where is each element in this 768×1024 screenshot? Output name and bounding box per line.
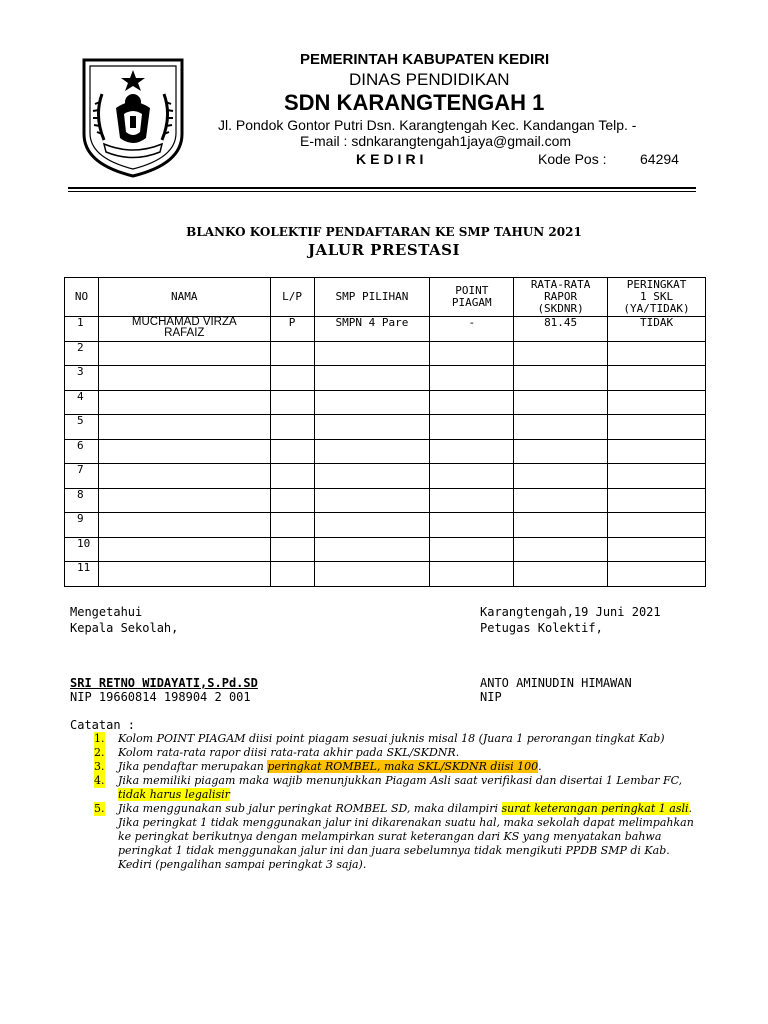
table-row: [65, 562, 706, 587]
note-item: 2. Kolom rata-rata rapor diisi rata-rata akhir pada SKL/SKDNR.: [94, 746, 460, 759]
cell-lp: P: [270, 317, 314, 342]
cell-peringkat: TIDAK: [608, 317, 706, 342]
table-cell: [314, 562, 430, 587]
cell-no: 7: [65, 464, 99, 489]
acknowledged-label: Mengetahui: [70, 605, 143, 619]
school-name: SDN KARANGTENGAH 1: [284, 90, 545, 115]
table-cell: [98, 464, 270, 489]
cell-no: 5: [65, 415, 99, 440]
principal-name: SRI RETNO WIDAYATI,S.Pd.SD: [70, 676, 258, 690]
header-rule-thick: [68, 187, 696, 189]
table-header-row: [65, 278, 706, 317]
table-cell: [270, 439, 314, 464]
officer-title: Petugas Kolektif,: [480, 621, 603, 635]
table-cell: [98, 366, 270, 391]
note-item: 5. Jika menggunakan sub jalur peringkat ROMBEL SD, maka dilampiri surat keterangan peringkat 1 asli. Jika peringkat 1 tidak menggunakan jalur ini dikarenakan suatu hal, maka sekolah dapat melimpahkan ke peringkat berikutnya dengan melampirkan surat keterangan dari KS yang menyatakan bahwa peringkat 1 tidak menggunakan jalur ini dan juara sebelumnya tidak mengikuti PPDB SMP di Kab. Kediri (pengalihan sampai peringkat 3 saja).: [94, 802, 694, 871]
table-cell: [314, 366, 430, 391]
table-cell: [514, 439, 608, 464]
table-cell: [98, 439, 270, 464]
table-cell: [430, 390, 514, 415]
table-cell: [270, 366, 314, 391]
table-row: [65, 366, 706, 391]
table-cell: [608, 513, 706, 538]
notes-list: [94, 732, 700, 872]
table-cell: [514, 390, 608, 415]
table-cell: [270, 341, 314, 366]
table-cell: [608, 366, 706, 391]
city: KEDIRI: [356, 151, 428, 167]
table-cell: [514, 562, 608, 587]
officer-nip: NIP: [480, 690, 502, 704]
cell-no: 11: [65, 562, 99, 587]
table-cell: [608, 390, 706, 415]
table-cell: [314, 513, 430, 538]
school-address: Jl. Pondok Gontor Putri Dsn. Karangtengah Kec. Kandangan Telp. -: [218, 117, 637, 133]
place-date: Karangtengah,19 Juni 2021: [480, 605, 661, 619]
cell-no: 2: [65, 341, 99, 366]
table-cell: [514, 415, 608, 440]
table-row: [65, 317, 706, 342]
table-cell: [270, 488, 314, 513]
table-cell: [314, 537, 430, 562]
table-row: [65, 439, 706, 464]
table-row: [65, 415, 706, 440]
table-cell: [314, 439, 430, 464]
postal-code: 64294: [640, 151, 679, 167]
form-subtitle: JALUR PRESTASI: [307, 241, 461, 259]
registration-table: [64, 277, 706, 587]
table-cell: [270, 415, 314, 440]
table-cell: [514, 464, 608, 489]
table-row: [65, 341, 706, 366]
cell-point: -: [430, 317, 514, 342]
cell-no: 3: [65, 366, 99, 391]
table-cell: [270, 464, 314, 489]
cell-no: 9: [65, 513, 99, 538]
table-cell: [608, 488, 706, 513]
table-cell: [430, 341, 514, 366]
table-cell: [430, 366, 514, 391]
table-cell: [98, 513, 270, 538]
school-district-logo: [80, 56, 186, 180]
department-header: DINAS PENDIDIKAN: [349, 70, 510, 89]
table-cell: [430, 537, 514, 562]
note-item: 4. Jika memiliki piagam maka wajib menunjukkan Piagam Asli saat verifikasi dan disertai 1 Lembar FC, tidak harus legalisir: [94, 774, 683, 801]
table-cell: [98, 562, 270, 587]
col-no: NO: [65, 278, 99, 317]
table-cell: [270, 390, 314, 415]
cell-no: 4: [65, 390, 99, 415]
cell-no: 8: [65, 488, 99, 513]
cell-smp: SMPN 4 Pare: [314, 317, 430, 342]
table-row: [65, 513, 706, 538]
table-cell: [430, 439, 514, 464]
note-item: 3. Jika pendaftar merupakan peringkat ROMBEL, maka SKL/SKDNR diisi 100.: [94, 760, 542, 773]
table-cell: [98, 488, 270, 513]
table-cell: [514, 366, 608, 391]
note-item: 1. Kolom POINT PIAGAM diisi point piagam sesuai juknis misal 18 (Juara 1 perorangan tingkat Kab): [94, 732, 665, 745]
table-cell: [270, 513, 314, 538]
table-cell: [514, 513, 608, 538]
table-cell: [430, 415, 514, 440]
table-row: [65, 464, 706, 489]
table-cell: [98, 415, 270, 440]
principal-nip: NIP 19660814 198904 2 001: [70, 690, 251, 704]
table-cell: [314, 464, 430, 489]
notes-heading: Catatan :: [70, 718, 136, 732]
cell-rata: 81.45: [514, 317, 608, 342]
table-cell: [314, 488, 430, 513]
table-cell: [608, 562, 706, 587]
cell-nama: MUCHAMAD VIRZA RAFAIZ: [98, 317, 270, 342]
cell-no: 1: [65, 317, 99, 342]
cell-no: 6: [65, 439, 99, 464]
table-cell: [270, 562, 314, 587]
form-title: BLANKO KOLEKTIF PENDAFTARAN KE SMP TAHUN 2021: [186, 225, 582, 239]
col-nama: NAMA: [98, 278, 270, 317]
col-smp: SMP PILIHAN: [314, 278, 430, 317]
table-cell: [430, 464, 514, 489]
table-cell: [608, 537, 706, 562]
table-cell: [514, 537, 608, 562]
col-lp: L/P: [270, 278, 314, 317]
table-cell: [608, 439, 706, 464]
postal-label: Kode Pos :: [538, 151, 607, 167]
table-cell: [98, 341, 270, 366]
table-cell: [608, 464, 706, 489]
col-rata: RATA-RATA RAPOR (SKDNR): [514, 278, 608, 317]
school-email: E-mail : sdnkarangtengah1jaya@gmail.com: [300, 133, 572, 149]
table-cell: [430, 488, 514, 513]
gov-header: PEMERINTAH KABUPATEN KEDIRI: [300, 51, 550, 68]
table-row: [65, 390, 706, 415]
table-cell: [430, 513, 514, 538]
table-cell: [314, 390, 430, 415]
table-cell: [98, 537, 270, 562]
principal-title: Kepala Sekolah,: [70, 621, 179, 635]
col-point: POINT PIAGAM: [430, 278, 514, 317]
header-rule-thin: [68, 191, 696, 192]
table-cell: [608, 415, 706, 440]
table-row: [65, 537, 706, 562]
table-cell: [608, 341, 706, 366]
table-cell: [514, 488, 608, 513]
table-cell: [98, 390, 270, 415]
table-cell: [314, 341, 430, 366]
table-cell: [270, 537, 314, 562]
table-cell: [430, 562, 514, 587]
table-cell: [314, 415, 430, 440]
officer-name: ANTO AMINUDIN HIMAWAN: [480, 676, 632, 690]
col-peringkat: PERINGKAT 1 SKL (YA/TIDAK): [608, 278, 706, 317]
cell-no: 10: [65, 537, 99, 562]
table-cell: [514, 341, 608, 366]
table-row: [65, 488, 706, 513]
